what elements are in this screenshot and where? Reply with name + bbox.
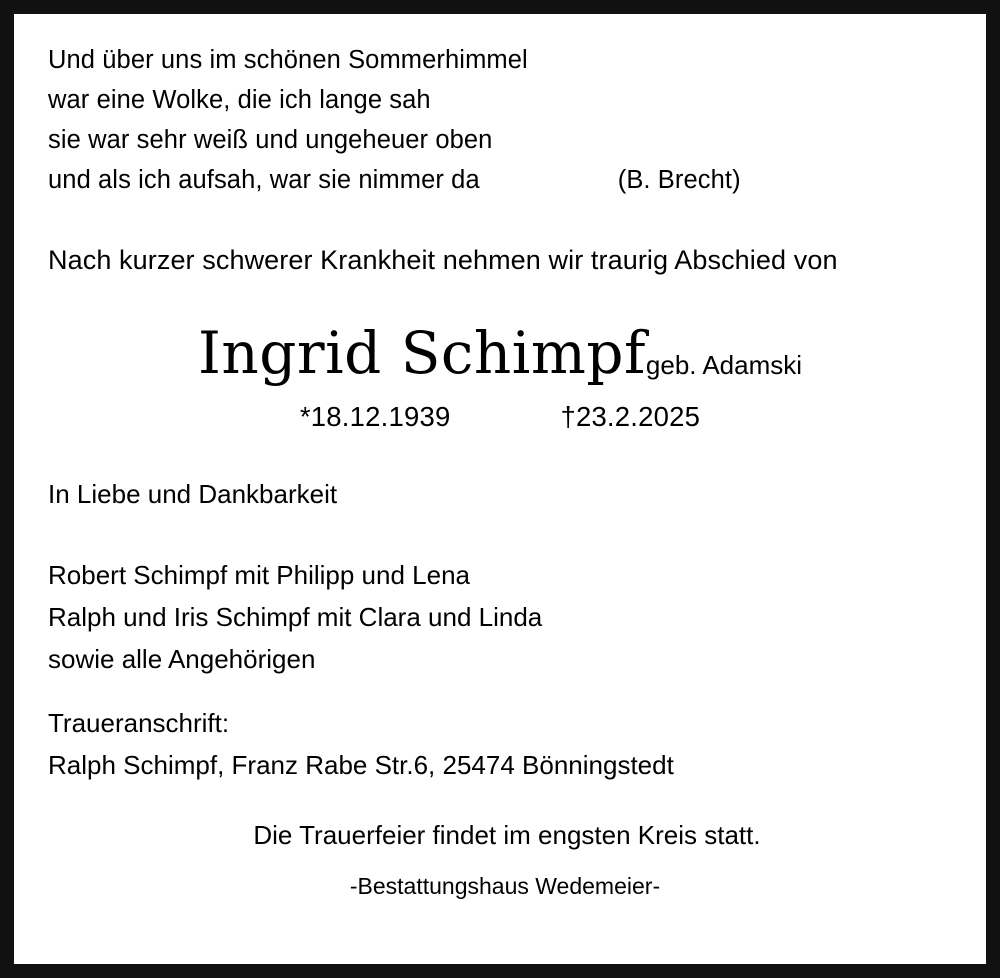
poem-line: sie war sehr weiß und ungeheuer oben xyxy=(48,126,493,154)
life-dates xyxy=(48,401,952,433)
family-line: Robert Schimpf mit Philipp und Lena xyxy=(48,560,471,590)
poem-line-text: und als ich aufsah, war sie nimmer da xyxy=(48,166,480,194)
family-line: Ralph und Iris Schimpf mit Clara und Linda xyxy=(48,602,543,632)
poem-line: Und über uns im schönen Sommerhimmel xyxy=(48,46,528,74)
family-block xyxy=(48,554,952,680)
mourning-address-label: Traueranschrift: xyxy=(48,708,230,738)
funeral-home-name: -Bestattungshaus Wedemeier- xyxy=(349,873,661,899)
mourning-address-value: Ralph Schimpf, Franz Rabe Str.6, 25474 Bönningstedt xyxy=(48,750,674,780)
mourning-address-block xyxy=(48,702,952,786)
poem-attribution: (B. Brecht) xyxy=(617,166,741,194)
family-line: sowie alle Angehörigen xyxy=(48,644,316,674)
date-of-birth: *18.12.1939 xyxy=(299,401,451,432)
poem-line: war eine Wolke, die ich lange sah xyxy=(48,86,431,114)
deceased-name: Ingrid Schimpf xyxy=(197,319,646,387)
date-of-death: †23.2.2025 xyxy=(560,401,701,432)
poem-line xyxy=(48,160,952,200)
poem-block xyxy=(48,40,952,200)
ceremony-note: Die Trauerfeier findet im engsten Kreis statt. xyxy=(253,820,761,850)
obituary-inner-frame xyxy=(12,12,988,966)
deceased-maiden-name: geb. Adamski xyxy=(645,350,803,380)
intro-text: Nach kurzer schwerer Krankheit nehmen wir traurig Abschied von xyxy=(48,245,838,275)
deceased-name-block xyxy=(48,319,952,387)
gratitude-text: In Liebe und Dankbarkeit xyxy=(48,479,338,509)
